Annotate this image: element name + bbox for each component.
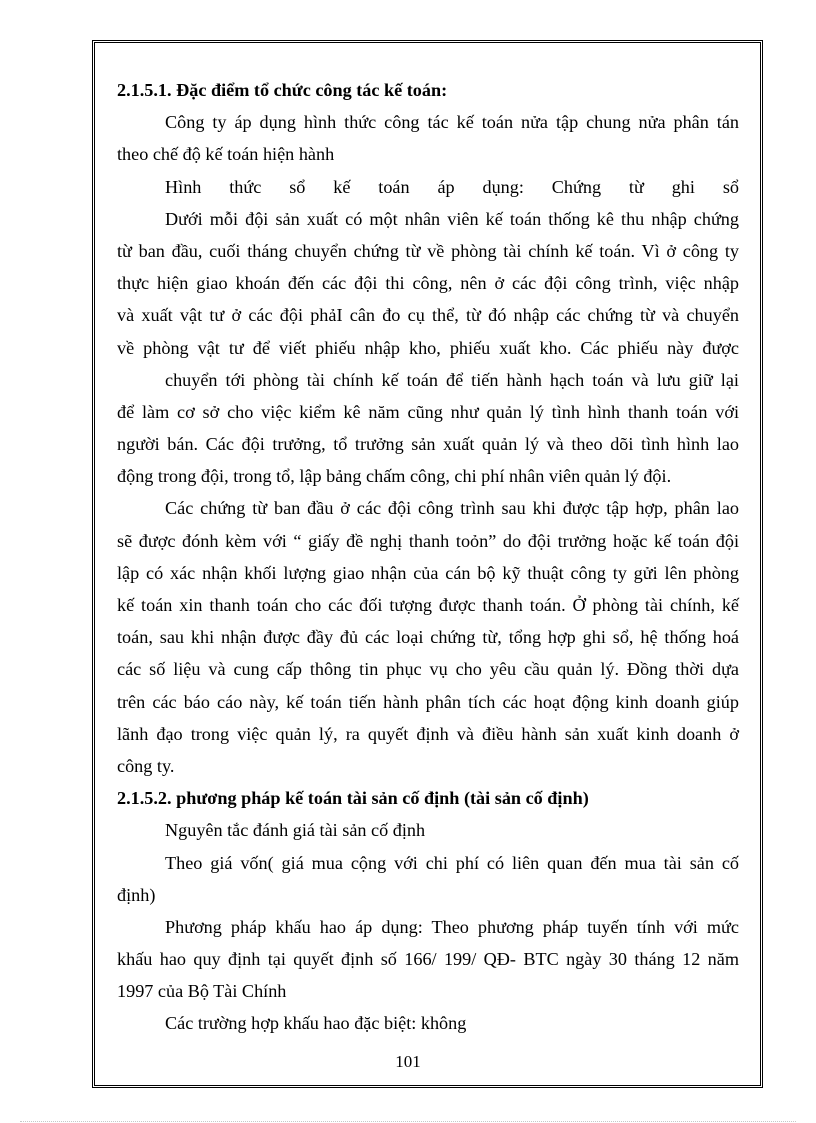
paragraph-line: Theo giá vốn( giá mua cộng với chi phí có liên quan đến mua tài sản cố	[165, 852, 739, 873]
paragraph-line: định)	[117, 884, 156, 905]
paragraph-line: công ty.	[117, 755, 175, 776]
paragraph-line: Phương pháp khấu hao áp dụng: Theo phương pháp tuyến tính với mức	[165, 916, 739, 937]
paragraph-line: các số liệu và cung cấp thông tin phục vụ cho yêu cầu quản lý. Đồng thời dựa	[117, 659, 739, 680]
paragraph-line: Nguyên tắc đánh giá tài sản cố định	[165, 820, 426, 841]
paragraph-line: để làm cơ sở cho việc kiểm kê năm cũng như quản lý tình hình thanh toán với	[117, 401, 739, 422]
paragraph-line: và xuất vật tư ở các đội phảI cân đo cụ thể, từ đó nhập các chứng từ và chuyển	[117, 305, 739, 326]
paragraph-line: động trong đội, trong tổ, lập bảng chấm công, chi phí nhân viên quản lý đội.	[117, 466, 672, 487]
paragraph-line: khấu hao quy định tại quyết định số 166/ 199/ QĐ- BTC ngày 30 tháng 12 năm	[117, 949, 739, 970]
paragraph-line: về phòng vật tư để viết phiếu nhập kho, phiếu xuất kho. Các phiếu này được	[117, 337, 739, 358]
page-break-line	[20, 1121, 796, 1122]
paragraph-line: Công ty áp dụng hình thức công tác kế toán nửa tập chung nửa phân tán	[165, 112, 739, 133]
paragraph-line: theo chế độ kế toán hiện hành	[117, 144, 335, 165]
paragraph-line: Các chứng từ ban đầu ở các đội công trình sau khi được tập hợp, phân lao	[165, 498, 739, 519]
paragraph-line: trên các báo cáo này, kế toán tiến hành phân tích các hoạt động kinh doanh giúp	[117, 691, 739, 712]
paragraph-line: toán, sau khi nhận được đầy đủ các loại chứng từ, tổng hợp ghi sổ, hệ thống hoá	[117, 627, 739, 648]
paragraph-line: lập có xác nhận khối lượng giao nhận của cán bộ kỹ thuật công ty gửi lên phòng	[117, 562, 739, 583]
paragraph-line: chuyển tới phòng tài chính kế toán để tiến hành hạch toán và lưu giữ lại	[165, 369, 739, 390]
paragraph-line: người bán. Các đội trưởng, tổ trưởng sản xuất quản lý và theo dõi tình hình lao	[117, 434, 739, 455]
paragraph-line: Hình thức sổ kế toán áp dụng: Chứng từ ghi sổ	[165, 176, 739, 197]
paragraph-line: sẽ được đónh kèm với “ giấy đề nghị thanh toỏn” do đội trưởng hoặc kế toán đội	[117, 530, 739, 551]
paragraph-line: thực hiện giao khoán đến các đội thi công, nên ở các đội công trình, việc nhập	[117, 273, 739, 294]
section-heading-2-1-5-2: 2.1.5.2. phương pháp kế toán tài sản cố định (tài sản cố định)	[117, 788, 589, 809]
page-number: 101	[395, 1052, 421, 1071]
document-body	[117, 74, 739, 1040]
section-heading-2-1-5-1: 2.1.5.1. Đặc điểm tổ chức công tác kế toán:	[117, 80, 448, 100]
paragraph-line: Dưới mỗi đội sản xuất có một nhân viên kế toán thống kê thu nhập chứng	[165, 208, 739, 229]
paragraph-line: 1997 của Bộ Tài Chính	[117, 981, 287, 1002]
paragraph-line: Các trường hợp khấu hao đặc biệt: không	[165, 1013, 467, 1034]
paragraph-line: kế toán xin thanh toán cho các đối tượng được thanh toán. Ở phòng tài chính, kế	[117, 595, 739, 615]
paragraph-line: từ ban đầu, cuối tháng chuyển chứng từ về phòng tài chính kế toán. Vì ở công ty	[117, 240, 739, 261]
paragraph-line: lãnh đạo trong việc quản lý, ra quyết định và điều hành sản xuất kinh doanh ở	[117, 723, 739, 744]
